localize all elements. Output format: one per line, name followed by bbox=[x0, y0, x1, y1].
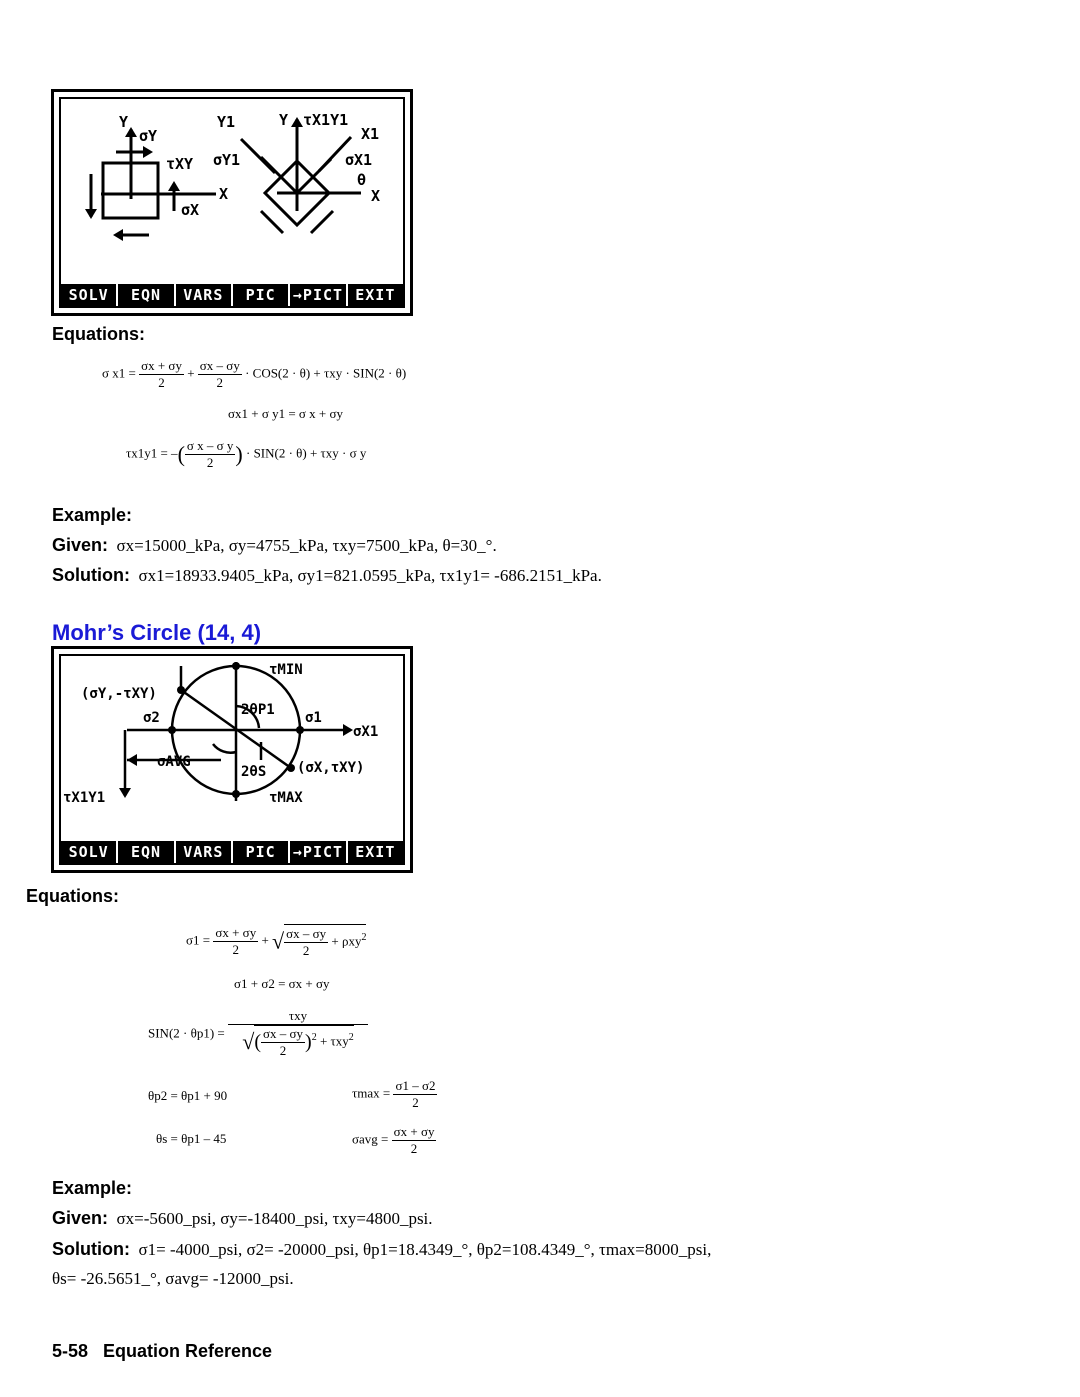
calculator-screen-stress-transformation bbox=[51, 89, 413, 316]
mohrs-circle-diagram bbox=[61, 656, 405, 846]
given-line-2: Given: σx=-5600_psi, σy=-18400_psi, τxy=4800_psi. bbox=[52, 1208, 433, 1228]
label-sigma-y1: σY1 bbox=[213, 151, 241, 169]
label-sigma-x-tau: (σX,τXY) bbox=[297, 760, 365, 776]
equation-theta-s: θs = θp1 – 45 bbox=[156, 1131, 227, 1146]
equation-sigma-sum: σ1 + σ2 = σx + σy bbox=[234, 976, 330, 991]
label-sigma1: σ1 bbox=[305, 710, 322, 726]
label-tau-xy: τXY bbox=[166, 155, 194, 173]
softkey-exit[interactable]: EXIT bbox=[346, 841, 403, 863]
solution-line-2: Solution: σ1= -4000_psi, σ2= -20000_psi, θp1=18.4349_°, θp2=108.4349_°, τmax=8000_psi, bbox=[52, 1239, 712, 1259]
section-title-mohrs-circle: Mohr’s Circle (14, 4) bbox=[52, 620, 262, 645]
eq-lhs: σ x1 = bbox=[102, 365, 136, 381]
label-tau-x1y1: τX1Y1 bbox=[303, 111, 349, 129]
softkey-solv[interactable]: SOLV bbox=[68, 286, 109, 304]
page-footer: 5-58 Equation Reference bbox=[52, 1341, 273, 1361]
equation-tau-max: τmax = $\frac{\sigma 1 - \sigma 2}{2}$ bbox=[352, 1078, 436, 1110]
label-two-theta-s: 2θS bbox=[241, 764, 267, 780]
label-y1: Y1 bbox=[217, 113, 236, 131]
label-sigma2: σ2 bbox=[143, 710, 160, 726]
label-sigma-x: σX bbox=[181, 201, 200, 219]
softkey-exit[interactable]: EXIT bbox=[346, 284, 403, 306]
calculator-screen-mohrs-circle bbox=[51, 646, 413, 873]
fraction: τxy √( $\frac{\sigma x - \sigma y}{2}$ )$^2$ + τxy$^2$ bbox=[228, 1008, 368, 1059]
label-x-right: X bbox=[371, 187, 381, 205]
example-heading-2: Example: bbox=[52, 1178, 133, 1198]
softkey-vars[interactable]: VARS bbox=[174, 284, 231, 306]
solution-line-2-cont: θs= -26.5651_°, σavg= -12000_psi. bbox=[52, 1269, 294, 1288]
softkey-eqn[interactable]: EQN bbox=[116, 841, 173, 863]
fraction: $\frac{\sigma x + \sigma y}{2}$ bbox=[141, 358, 182, 390]
label-x1: X1 bbox=[361, 125, 380, 143]
label-sigma-x1: σX1 bbox=[345, 151, 373, 169]
equation-tau-x1y1: τx1y1 = –( $\frac{\text{σ x – σ y}}{2}$ ) · SIN(2 · θ) + τxy · σ y bbox=[126, 438, 367, 470]
label-theta: θ bbox=[357, 171, 367, 189]
equation-sigma1: σ1 = $\frac{\sigma x + \sigma y}{2}$ + √ $\frac{\sigma x - \sigma y}{2}$ + ρxy$^2$ bbox=[186, 925, 367, 958]
label-sigma-y-neg-tau: (σY,-τXY) bbox=[81, 686, 157, 702]
fraction: $\frac{\sigma 1 - \sigma 2}{2}$ bbox=[395, 1078, 436, 1110]
label-y: Y bbox=[119, 113, 129, 131]
fraction: $\frac{\sigma x - \sigma y}{2}$ bbox=[199, 358, 240, 390]
equation-sigma-x1: σ x1 = $\frac{\sigma x + \sigma y}{2}$ + $\frac{\sigma x - \sigma y}{2}$ · COS(2 · θ) + τxy · SIN(2 · θ) bbox=[102, 358, 407, 390]
equations-heading-2: Equations: bbox=[26, 886, 119, 906]
screen-display bbox=[59, 97, 405, 308]
fraction: $\frac{\sigma x - \sigma y}{2}$ bbox=[263, 1026, 304, 1058]
screen-display bbox=[59, 654, 405, 865]
label-tau-max: τMAX bbox=[269, 790, 303, 806]
label-two-theta-p1: 2θP1 bbox=[241, 702, 275, 718]
label-tau-min: τMIN bbox=[269, 662, 303, 678]
softkey-menu bbox=[61, 841, 403, 863]
given-line-1: Given: σx=15000_kPa, σy=4755_kPa, τxy=7500_kPa, θ=30_°. bbox=[52, 535, 497, 555]
equation-sum: σx1 + σ y1 = σ x + σy bbox=[228, 406, 344, 421]
softkey-to-pict[interactable]: →PICT bbox=[288, 284, 345, 306]
equation-sigma-avg: σavg = $\frac{\sigma x + \sigma y}{2}$ bbox=[352, 1124, 435, 1156]
softkey-vars[interactable]: VARS bbox=[174, 841, 231, 863]
softkey-menu bbox=[61, 284, 403, 306]
label-tau-x1y1: τX1Y1 bbox=[63, 790, 106, 806]
softkey-to-pict[interactable]: →PICT bbox=[288, 841, 345, 863]
fraction: $\frac{\sigma x - \sigma y}{2}$ bbox=[286, 926, 327, 958]
equation-theta-p2: θp2 = θp1 + 90 bbox=[148, 1088, 228, 1103]
example-heading-1: Example: bbox=[52, 505, 133, 525]
label-sigma-y: σY bbox=[139, 127, 158, 145]
fraction: $\frac{\sigma x + \sigma y}{2}$ bbox=[215, 925, 257, 957]
softkey-pic[interactable]: PIC bbox=[231, 284, 288, 306]
softkey-eqn[interactable]: EQN bbox=[116, 284, 173, 306]
label-sigma-x1: σX1 bbox=[353, 724, 379, 740]
solution-line-1: Solution: σx1=18933.9405_kPa, σy1=821.0595_kPa, τx1y1= -686.2151_kPa. bbox=[52, 565, 602, 585]
softkey-pic[interactable]: PIC bbox=[231, 841, 288, 863]
label-x: X bbox=[219, 185, 229, 203]
label-sigma-avg: σAVG bbox=[157, 754, 191, 770]
equations-heading-1: Equations: bbox=[52, 324, 145, 344]
softkey-solv[interactable]: SOLV bbox=[68, 843, 109, 861]
stress-element-diagram bbox=[61, 99, 405, 289]
fraction: $\frac{\sigma x + \sigma y}{2}$ bbox=[393, 1124, 435, 1156]
equation-sin-theta-p1: SIN(2 · θp1) = τxy √( $\frac{\sigma x - \sigma y}{2}$ )$^2$ + τxy$^2$ bbox=[148, 1008, 368, 1059]
fraction: $\frac{\text{σ x – σ y}}{2}$ bbox=[186, 438, 234, 470]
label-y-top: Y bbox=[279, 111, 289, 129]
